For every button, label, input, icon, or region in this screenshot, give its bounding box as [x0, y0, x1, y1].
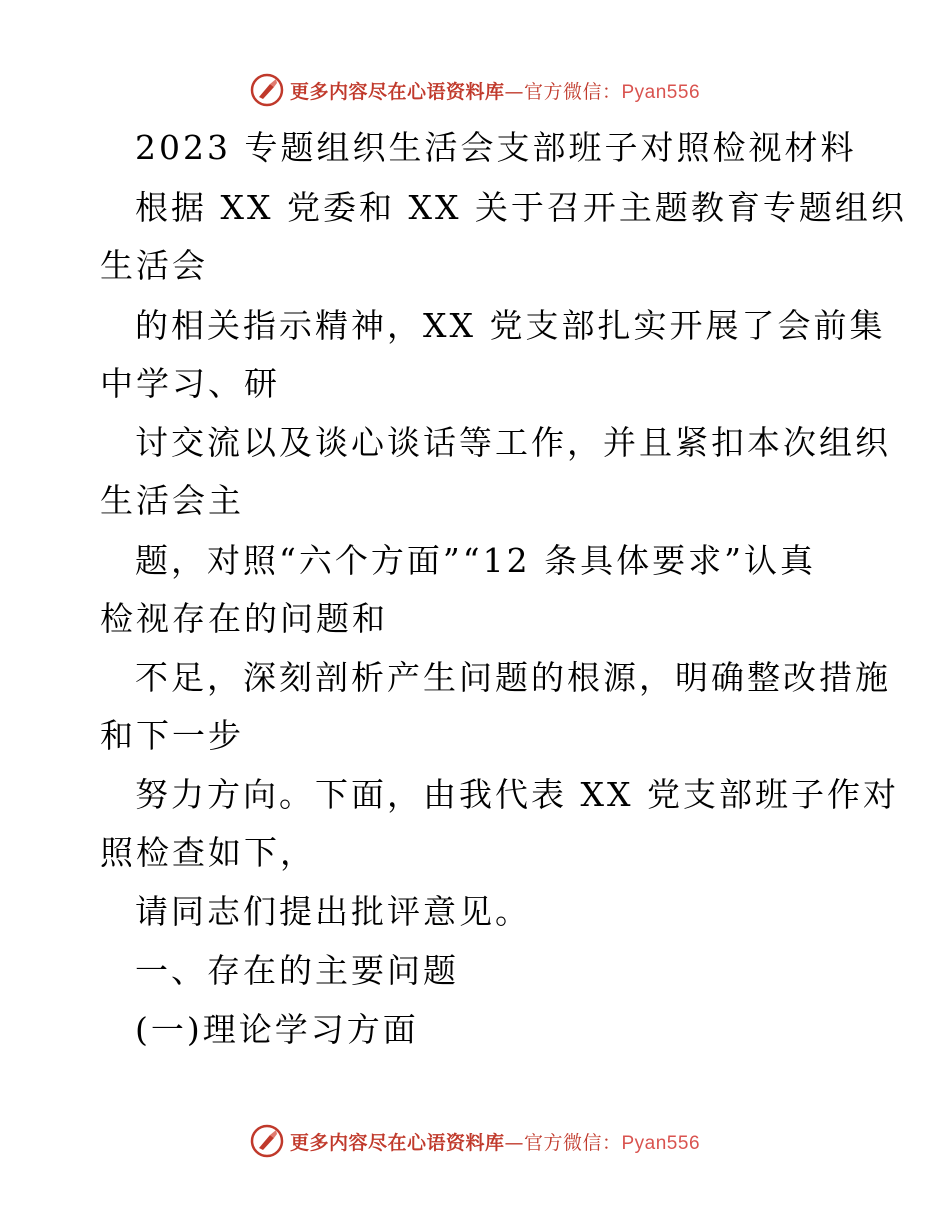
- paragraph-line: 努力方向。下面，由我代表 XX 党支部班子作对: [135, 775, 899, 814]
- subsection-heading: (一)理论学习方面: [135, 1010, 419, 1049]
- header-watermark: [0, 70, 950, 110]
- section-heading: 一、存在的主要问题: [135, 951, 459, 990]
- paragraph-line: 根据 XX 党委和 XX 关于召开主题教育专题组织: [135, 188, 907, 227]
- paragraph-line: 讨交流以及谈心谈话等工作，并且紧扣本次组织: [135, 423, 891, 462]
- document-title: 2023 专题组织生活会支部班子对照检视材料: [135, 128, 857, 167]
- paragraph-line: 照检查如下，: [100, 833, 316, 872]
- watermark-wechat-id: Pyan556: [621, 81, 701, 103]
- watermark-label: 官方微信：: [523, 80, 622, 103]
- watermark-text: [290, 77, 700, 104]
- paragraph-line: 生活会: [100, 246, 208, 285]
- quill-logo-icon: [250, 73, 284, 107]
- watermark-wechat-id: Pyan556: [621, 1132, 701, 1154]
- paragraph-line: 中学习、研: [100, 364, 280, 403]
- paragraph-line: 不足，深刻剖析产生问题的根源，明确整改措施: [135, 658, 891, 697]
- watermark-brand: 更多内容尽在心语资料库: [289, 1131, 505, 1154]
- paragraph-line: 和下一步: [100, 716, 244, 755]
- paragraph-line: 请同志们提出批评意见。: [135, 892, 531, 931]
- watermark-brand: 更多内容尽在心语资料库: [289, 80, 505, 103]
- watermark-dash: —: [504, 1131, 524, 1154]
- paragraph-line: 的相关指示精神，XX 党支部扎实开展了会前集: [135, 306, 886, 345]
- quill-logo-icon: [250, 1124, 284, 1158]
- watermark-text: [290, 1128, 700, 1155]
- watermark-label: 官方微信：: [523, 1131, 622, 1154]
- watermark-dash: —: [504, 80, 524, 103]
- paragraph-line: 生活会主: [100, 481, 244, 520]
- paragraph-line: 题，对照“六个方面”“12 条具体要求”认真: [135, 541, 816, 580]
- footer-watermark: [0, 1121, 950, 1161]
- paragraph-line: 检视存在的问题和: [100, 599, 388, 638]
